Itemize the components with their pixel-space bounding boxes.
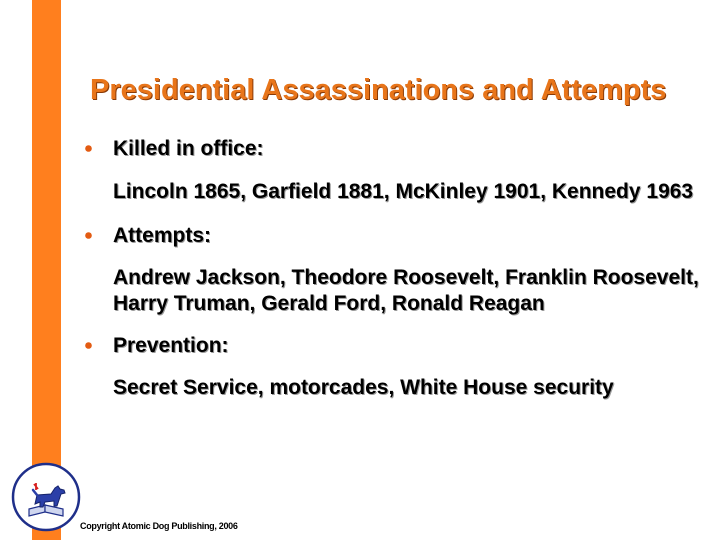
bullet-heading: Killed in office:: [113, 137, 264, 160]
bullet-dot-icon: [84, 144, 93, 153]
bullet-item-killed: [84, 136, 704, 162]
slide-title: Presidential Assassinations and Attempts: [90, 74, 667, 106]
copyright-footer: Copyright Atomic Dog Publishing, 2006: [80, 521, 238, 531]
bullet-item-prevention: [84, 333, 704, 359]
slide-content: [84, 136, 704, 401]
bullet-dot-icon: [84, 341, 93, 350]
bullet-body: Andrew Jackson, Theodore Roosevelt, Franklin Roosevelt, Harry Truman, Gerald Ford, Ronald Reagan: [113, 266, 699, 315]
bullet-dot-icon: [84, 231, 93, 240]
bullet-heading: Prevention:: [113, 334, 229, 357]
bullet-heading: Attempts:: [113, 224, 211, 247]
bullet-body: Lincoln 1865, Garfield 1881, McKinley 1901, Kennedy 1963: [113, 180, 694, 203]
bullet-body: Secret Service, motorcades, White House security: [113, 376, 614, 399]
left-accent-bar: [32, 0, 61, 540]
bullet-item-attempts: [84, 223, 704, 249]
atomic-dog-logo-icon: [11, 462, 81, 532]
